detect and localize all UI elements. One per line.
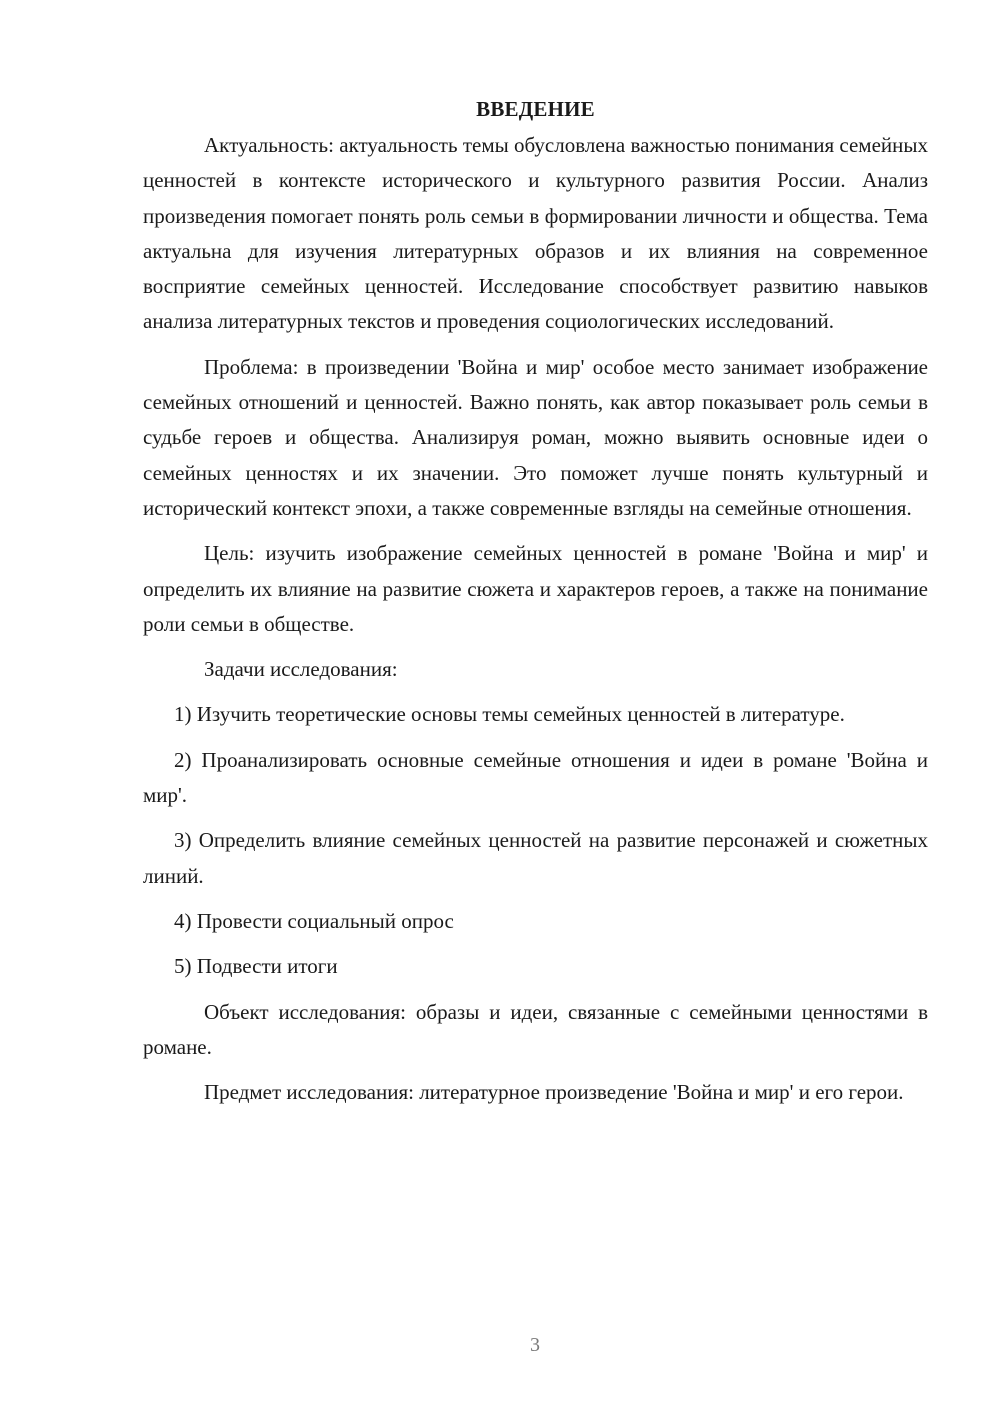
problem-paragraph: Проблема: в произведении 'Война и мир' особое место занимает изображение семейных отношений и ценностей. Важно понять, как автор показывает роль семьи в судьбе героев и общества. Анализируя роман, можно выявить основные идеи о семейных ценностях и их значении. Это поможет лучше понять культурный и исторический контекст эпохи, а также современные взгляды на семейные отношения. xyxy=(143,354,928,520)
page-number: 3 xyxy=(530,1334,540,1356)
goal-paragraph: Цель: изучить изображение семейных ценностей в романе 'Война и мир' и определить их влияние на развитие сюжета и характеров героев, а также на понимание роли семьи в обществе. xyxy=(143,541,928,636)
document-page xyxy=(143,92,928,1120)
object-paragraph: Объект исследования: образы и идеи, связанные с семейными ценностями в романе. xyxy=(143,999,928,1059)
relevance-paragraph: Актуальность: актуальность темы обусловлена важностью понимания семейных ценностей в контексте исторического и культурного развития России. Анализ произведения помогает понять роль семьи в формировании личности и общества. Тема актуальна для изучения литературных образов и их влияния на современное восприятие семейных ценностей. Исследование способствует развитию навыков анализа литературных текстов и проведения социологических исследований. xyxy=(143,133,928,334)
subject-paragraph: Предмет исследования: литературное произведение 'Война и мир' и его герои. xyxy=(204,1080,904,1105)
task-item-1: 1) Изучить теоретические основы темы семейных ценностей в литературе. xyxy=(174,702,845,727)
task-item-2: 2) Проанализировать основные семейные отношения и идеи в романе 'Война и мир'. xyxy=(143,747,928,808)
task-item-5: 5) Подвести итоги xyxy=(174,954,338,979)
task-item-3: 3) Определить влияние семейных ценностей на развитие персонажей и сюжетных линий. xyxy=(143,828,928,888)
tasks-heading: Задачи исследования: xyxy=(204,657,398,682)
task-item-4: 4) Провести социальный опрос xyxy=(174,908,454,933)
section-title: ВВЕДЕНИЕ xyxy=(476,97,595,121)
